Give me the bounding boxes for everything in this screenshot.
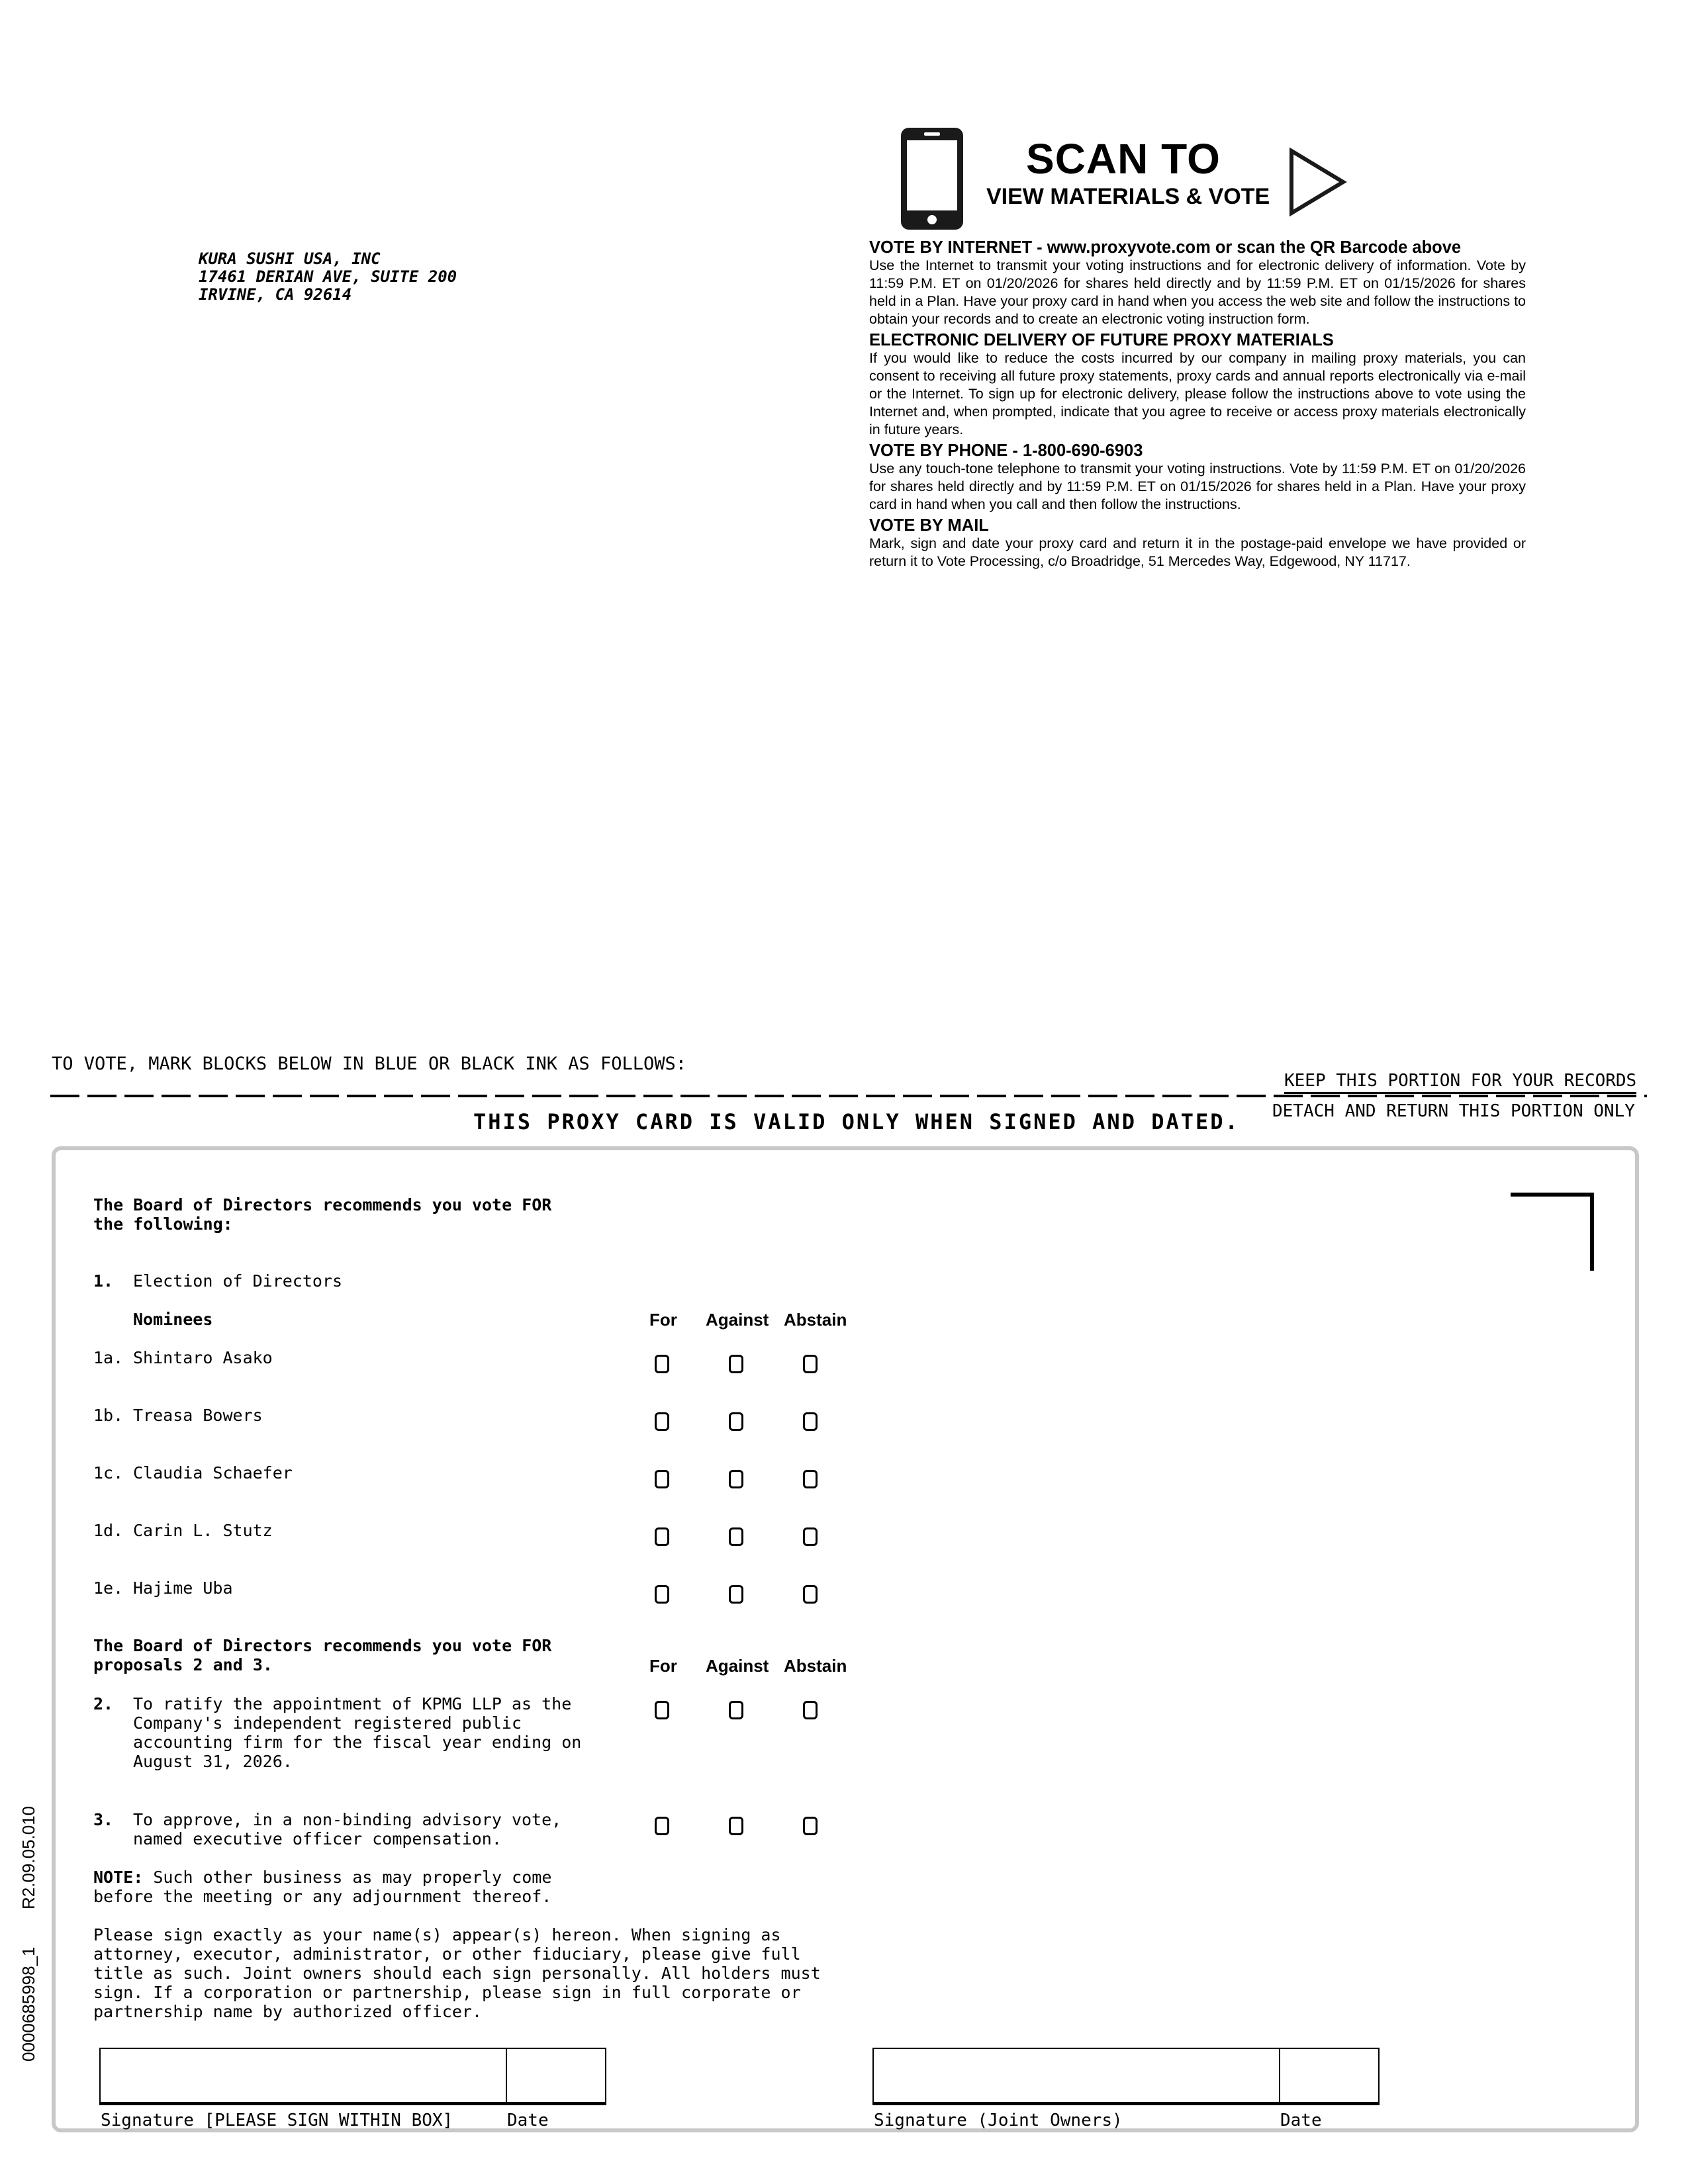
mark-instruction: TO VOTE, MARK BLOCKS BELOW IN BLUE OR BLACK INK AS FOLLOWS: (52, 1054, 687, 1074)
side-code-left: 0000685998_1 (19, 1946, 38, 2062)
play-arrow-icon (1288, 147, 1347, 217)
nominee-1e-name: Hajime Uba (133, 1578, 233, 1598)
vote-internet-body: Use the Internet to transmit your voting instructions and for electronic delivery of information. Vote by 11:59 P.M. ET on 01/20/2026 for shares held directly and by 11:59 P.M. ET on 01/15/2026 for shares held in a Plan. Have your proxy card in hand when you access the web site and follow the instructions to obtain your records and to create an electronic voting instruction form. (869, 257, 1526, 327)
address-line-3: IRVINE, CA 92614 (199, 285, 352, 304)
nominee-1b-abstain-checkbox[interactable] (803, 1412, 818, 1431)
nominee-1d-name: Carin L. Stutz (133, 1521, 273, 1540)
scan-subtitle: VIEW MATERIALS & VOTE (986, 184, 1270, 209)
column-header-abstain-2: Abstain (784, 1656, 847, 1676)
nominee-1c-for-checkbox[interactable] (655, 1470, 669, 1488)
nominee-1d-against-checkbox[interactable] (729, 1527, 743, 1546)
item-1-number: 1. (93, 1271, 114, 1291)
nominee-1a-abstain-checkbox[interactable] (803, 1355, 818, 1373)
electronic-delivery-body: If you would like to reduce the costs incurred by our company in mailing proxy materials, you can consent to receiving all future proxy statements, proxy cards and annual reports electronically via e-mail or the Internet. To sign up for electronic delivery, please follow the instructions above to vote using the Internet and, when prompted, indicate that you agree to receive or access proxy materials electronically in future years. (869, 350, 1526, 437)
detach-return-label: DETACH AND RETURN THIS PORTION ONLY (1272, 1101, 1635, 1121)
valid-only-notice: THIS PROXY CARD IS VALID ONLY WHEN SIGNED AND DATED. (473, 1109, 1240, 1134)
vote-mail-body: Mark, sign and date your proxy card and return it in the postage-paid envelope we have provided or return it to Vote Processing, c/o Broadridge, 51 Mercedes Way, Edgewood, NY 11717. (869, 535, 1526, 569)
nominee-1c-name: Claudia Schaefer (133, 1463, 293, 1482)
detach-dashed-line (50, 1095, 1647, 1097)
address-line-1: KURA SUSHI USA, INC (199, 250, 381, 268)
joint-signature-box[interactable] (872, 2048, 1280, 2105)
note-label: NOTE: (93, 1868, 144, 1887)
nominee-1b-number: 1b. (93, 1406, 124, 1425)
nominee-1d-number: 1d. (93, 1521, 124, 1540)
note (93, 1868, 551, 1906)
vote-phone-body: Use any touch-tone telephone to transmit your voting instructions. Vote by 11:59 P.M. ET on 01/20/2026 for shares held directly and by 11:59 P.M. ET on 01/15/2026 for shares held in a Plan. Have your proxy card in hand when you call and then follow the instructions. (869, 461, 1526, 512)
proposal-2-against-checkbox[interactable] (729, 1701, 743, 1719)
proposal-3-number: 3. (93, 1810, 114, 1829)
proposal-3-against-checkbox[interactable] (729, 1817, 743, 1835)
nominee-1c-number: 1c. (93, 1463, 124, 1482)
nominee-1e-against-checkbox[interactable] (729, 1585, 743, 1604)
board-recommendation-1: The Board of Directors recommends you vote FOR the following: (93, 1195, 552, 1234)
proposal-2-abstain-checkbox[interactable] (803, 1701, 818, 1719)
note-text: Such other business as may properly come before the meeting or any adjournment thereof. (93, 1868, 552, 1906)
mailing-address (199, 250, 457, 304)
nominee-1c-against-checkbox[interactable] (729, 1470, 743, 1488)
nominee-1e-abstain-checkbox[interactable] (803, 1585, 818, 1604)
joint-date-box[interactable] (1279, 2048, 1380, 2105)
side-code-right: R2.09.05.010 (19, 1805, 38, 1909)
signature-box[interactable] (99, 2048, 507, 2105)
signature-label: Signature [PLEASE SIGN WITHIN BOX] (101, 2111, 453, 2130)
column-header-against-2: Against (706, 1656, 769, 1676)
joint-date-label: Date (1280, 2111, 1322, 2130)
vote-phone-heading: VOTE BY PHONE - 1-800-690-6903 (869, 441, 1143, 460)
signature-line (99, 2102, 606, 2105)
column-header-against: Against (706, 1310, 769, 1330)
proposal-2-for-checkbox[interactable] (655, 1701, 669, 1719)
date-label: Date (507, 2111, 549, 2130)
proposal-2-text: To ratify the appointment of KPMG LLP as the Company's independent registered public accounting firm for the fiscal year ending on August 31, 2026. (133, 1694, 582, 1771)
vote-internet-heading: VOTE BY INTERNET - www.proxyvote.com or scan the QR Barcode above (869, 238, 1462, 257)
joint-signature-label: Signature (Joint Owners) (874, 2111, 1123, 2130)
nominee-1a-name: Shintaro Asako (133, 1348, 273, 1367)
board-recommendation-2: The Board of Directors recommends you vote FOR proposals 2 and 3. (93, 1636, 552, 1674)
proposal-2-number: 2. (93, 1694, 114, 1713)
column-header-for: For (649, 1310, 677, 1330)
nominees-header: Nominees (133, 1310, 213, 1329)
nominee-1e-number: 1e. (93, 1578, 124, 1598)
proposal-3-for-checkbox[interactable] (655, 1817, 669, 1835)
proposal-3-abstain-checkbox[interactable] (803, 1817, 818, 1835)
nominee-1c-abstain-checkbox[interactable] (803, 1470, 818, 1488)
joint-signature-line (872, 2102, 1380, 2105)
voting-instructions (869, 238, 1526, 573)
date-box[interactable] (506, 2048, 606, 2105)
scan-title: SCAN TO (1026, 135, 1221, 183)
smartphone-icon (899, 126, 965, 232)
nominee-1a-against-checkbox[interactable] (729, 1355, 743, 1373)
nominee-1a-for-checkbox[interactable] (655, 1355, 669, 1373)
nominee-1d-for-checkbox[interactable] (655, 1527, 669, 1546)
nominee-1e-for-checkbox[interactable] (655, 1585, 669, 1604)
column-header-abstain: Abstain (784, 1310, 847, 1330)
vote-mail-heading: VOTE BY MAIL (869, 516, 989, 535)
sign-instructions: Please sign exactly as your name(s) appear(s) hereon. When signing as attorney, executor, administrator, or other fiduciary, please give full title as such. Joint owners should each sign personally. All holders must sign. If a corporation or partnership, please sign in full corporate or partnership name by authorized officer. (93, 1925, 821, 2021)
keep-portion-label: KEEP THIS PORTION FOR YOUR RECORDS (1284, 1071, 1636, 1094)
electronic-delivery-heading: ELECTRONIC DELIVERY OF FUTURE PROXY MATERIALS (869, 331, 1334, 349)
registration-corner-mark (1511, 1193, 1594, 1271)
nominee-1a-number: 1a. (93, 1348, 124, 1367)
proposal-3-text: To approve, in a non-binding advisory vote, named executive officer compensation. (133, 1810, 562, 1848)
address-line-2: 17461 DERIAN AVE, SUITE 200 (199, 267, 457, 286)
item-1-label: Election of Directors (133, 1271, 343, 1291)
nominee-1d-abstain-checkbox[interactable] (803, 1527, 818, 1546)
nominee-1b-for-checkbox[interactable] (655, 1412, 669, 1431)
nominee-1b-against-checkbox[interactable] (729, 1412, 743, 1431)
nominee-1b-name: Treasa Bowers (133, 1406, 263, 1425)
column-header-for-2: For (649, 1656, 677, 1676)
